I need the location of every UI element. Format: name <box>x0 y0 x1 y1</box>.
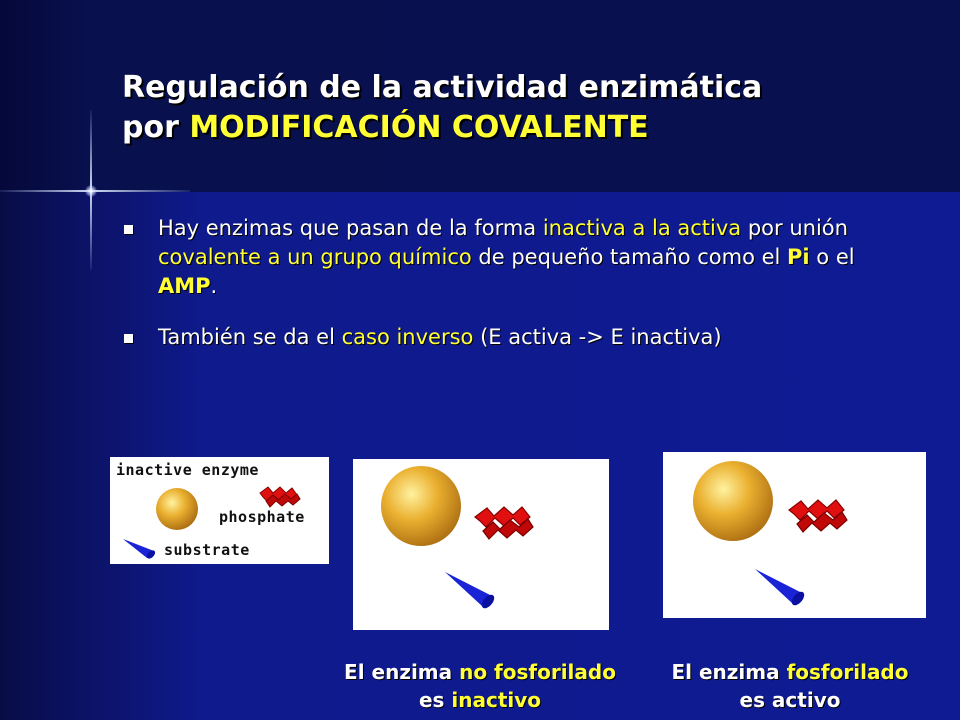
unphosphorylated-enzyme-image <box>353 459 609 630</box>
caption-highlight: inactivo <box>451 688 542 712</box>
substrate-cone-icon <box>445 572 497 611</box>
bullet-text: de pequeño tamaño como el <box>471 245 788 269</box>
bullet-text: Hay enzimas que pasan de la forma <box>158 216 543 240</box>
slide-title <box>122 68 762 148</box>
bullet-text: También se da el <box>158 325 342 349</box>
legend-panel <box>110 457 329 564</box>
caption-text: es activo <box>739 688 841 712</box>
bullet-item-2 <box>122 323 912 352</box>
legend-phosphate-label: phosphate <box>219 508 305 526</box>
phosphorylated-figure <box>663 452 926 618</box>
bullet-text: por unión <box>741 216 848 240</box>
title-line-1: Regulación de la actividad enzimática <box>122 70 763 105</box>
phosphate-icon <box>475 507 533 539</box>
bullet-item-1 <box>122 214 912 301</box>
bullet-square-icon <box>124 334 133 343</box>
caption-phosphorylated <box>655 658 925 714</box>
substrate-cone-icon <box>123 539 157 560</box>
legend-enzyme-label: inactive enzyme <box>116 461 259 479</box>
phosphate-icon <box>260 487 300 507</box>
bullet-highlight: covalente a un grupo químico <box>158 245 472 269</box>
phosphorylated-enzyme-image <box>663 452 926 618</box>
bullet-text: . <box>210 274 218 298</box>
caption-highlight: fosforilado <box>786 660 909 684</box>
bullet-highlight: caso inverso <box>341 325 474 349</box>
bullet-highlight-pi: Pi <box>787 245 810 269</box>
title-line-2-prefix: por <box>122 110 190 145</box>
star-flare-icon <box>85 185 97 197</box>
title-line-2-highlight: MODIFICACIÓN COVALENTE <box>189 110 649 145</box>
caption-text: es <box>418 688 452 712</box>
bullet-list <box>122 214 912 374</box>
bullet-highlight-amp: AMP <box>158 274 211 298</box>
bullet-text: (E activa -> E inactiva) <box>473 325 722 349</box>
caption-text: El enzima <box>671 660 787 684</box>
bullet-text: o el <box>809 245 855 269</box>
phosphate-icon <box>789 500 847 532</box>
enzyme-sphere-icon <box>156 488 198 530</box>
bullet-square-icon <box>124 225 133 234</box>
caption-unphosphorylated <box>330 658 630 714</box>
enzyme-sphere-icon <box>693 461 773 541</box>
unphosphorylated-figure <box>353 459 609 630</box>
caption-text: El enzima <box>344 660 460 684</box>
bullet-highlight: inactiva a la activa <box>542 216 742 240</box>
caption-highlight: no fosforilado <box>459 660 616 684</box>
enzyme-sphere-icon <box>381 466 461 546</box>
substrate-cone-icon <box>755 569 807 608</box>
legend-substrate-label: substrate <box>164 541 250 559</box>
